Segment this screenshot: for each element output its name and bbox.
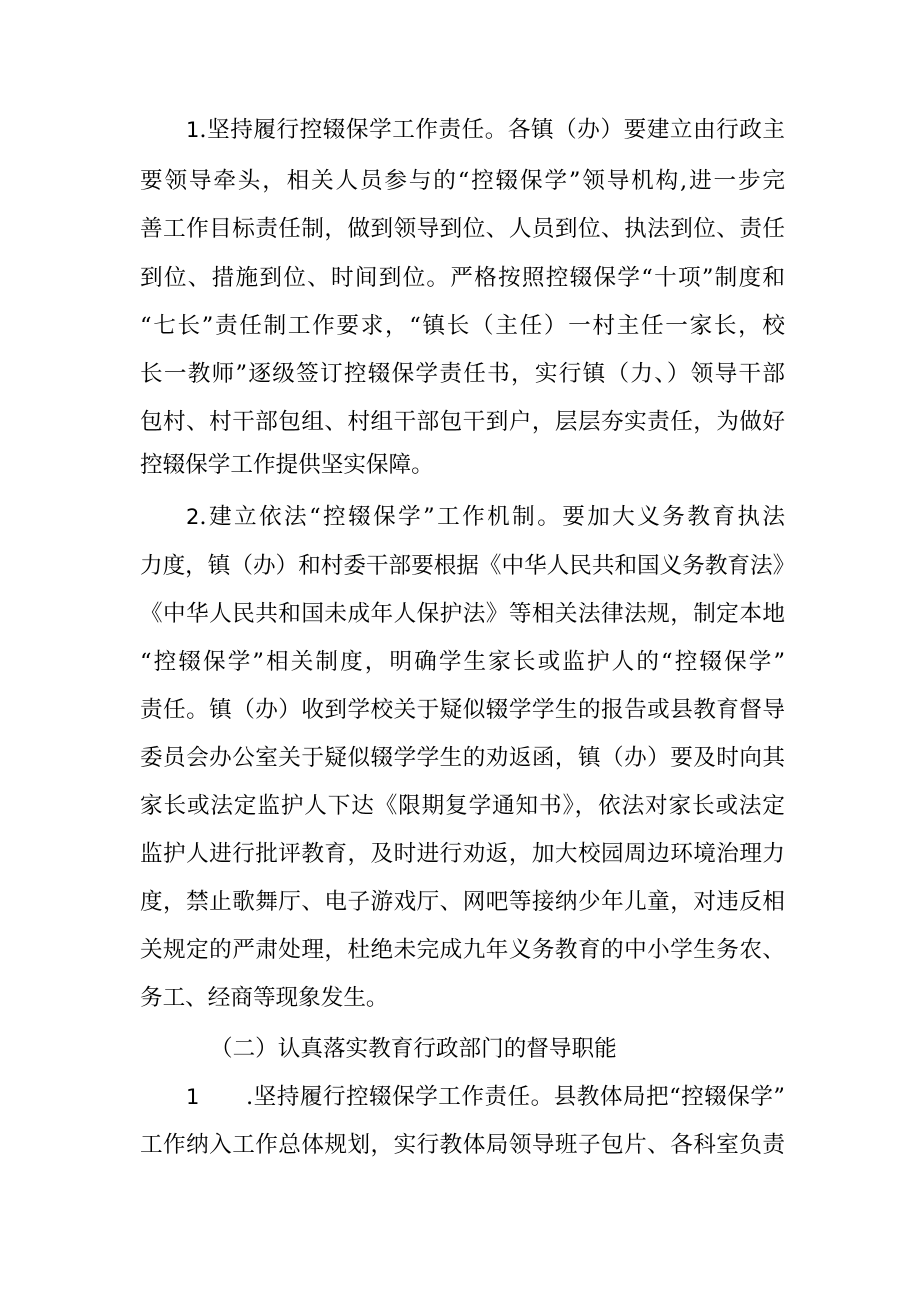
paragraph-1-line-4: 到位、措施到位、时间到位。严格按照控辍保学“十项”制度和 <box>140 265 785 291</box>
paragraph-2-line-9: 度，禁止歌舞厅、电子游戏厅、网吧等接纳少年儿童，对违反相 <box>140 889 785 915</box>
paragraph-2-line-2: 力度，镇（办）和村委干部要根据《中华人民共和国义务教育法》 <box>140 553 796 579</box>
paragraph-2-line-7: 家长或法定监护人下达《限期复学通知书》，依法对家长或法定 <box>140 793 785 819</box>
paragraph-1-line-1: 1.坚持履行控辍保学工作责任。各镇（办）要建立由行政主 <box>186 117 785 143</box>
paragraph-1-line-2: 要领导牵头，相关人员参与的“控辍保学”领导机构,进一步完 <box>140 168 785 194</box>
paragraph-2-line-11: 务工、经商等现象发生。 <box>140 985 389 1011</box>
paragraph-2-line-3: 《中华人民共和国未成年人保护法》等相关法律法规，制定本地 <box>140 601 785 627</box>
paragraph-2-line-1: 2.建立依法“控辍保学”工作机制。要加大义务教育执法 <box>186 504 785 530</box>
paragraph-1-line-7: 包村、村干部包组、村组干部包干到户，层层夯实责任，为做好 <box>140 409 785 435</box>
paragraph-1-line-6: 长一教师”逐级签订控辍保学责任书，实行镇（力、）领导干部 <box>140 361 785 387</box>
paragraph-1-line-3: 善工作目标责任制，做到领导到位、人员到位、执法到位、责任 <box>140 216 785 242</box>
paragraph-1-line-8: 控辍保学工作提供坚实保障。 <box>140 452 434 478</box>
paragraph-1-number: 1 <box>186 118 200 142</box>
paragraph-2-line-4: “控辍保学”相关制度，明确学生家长或监护人的“控辍保学” <box>140 649 785 675</box>
paragraph-3-line-2: 工作纳入工作总体规划，实行教体局领导班子包片、各科室负责 <box>140 1132 785 1158</box>
paragraph-2-line-10: 关规定的严肃处理，杜绝未完成九年义务教育的中小学生务农、 <box>140 937 785 963</box>
paragraph-2-line-8: 监护人进行批评教育，及时进行劝返，加大校园周边环境治理力 <box>140 841 785 867</box>
paragraph-1-line-5: “七长”责任制工作要求，“镇长（主任）一村主任一家长，校 <box>140 313 785 339</box>
paragraph-2-line-5: 责任。镇（办）收到学校关于疑似辍学学生的报告或县教育督导 <box>140 697 785 723</box>
paragraph-2-line-6: 委员会办公室关于疑似辍学学生的劝返函，镇（办）要及时向其 <box>140 745 785 771</box>
paragraph-3-line-1: 1 .坚持履行控辍保学工作责任。县教体局把“控辍保学” <box>186 1077 785 1117</box>
paragraph-2-number: 2 <box>186 505 200 529</box>
paragraph-3-number: 1 <box>186 1085 200 1109</box>
section-heading: （二）认真落实教育行政部门的督导职能 <box>210 1036 617 1062</box>
